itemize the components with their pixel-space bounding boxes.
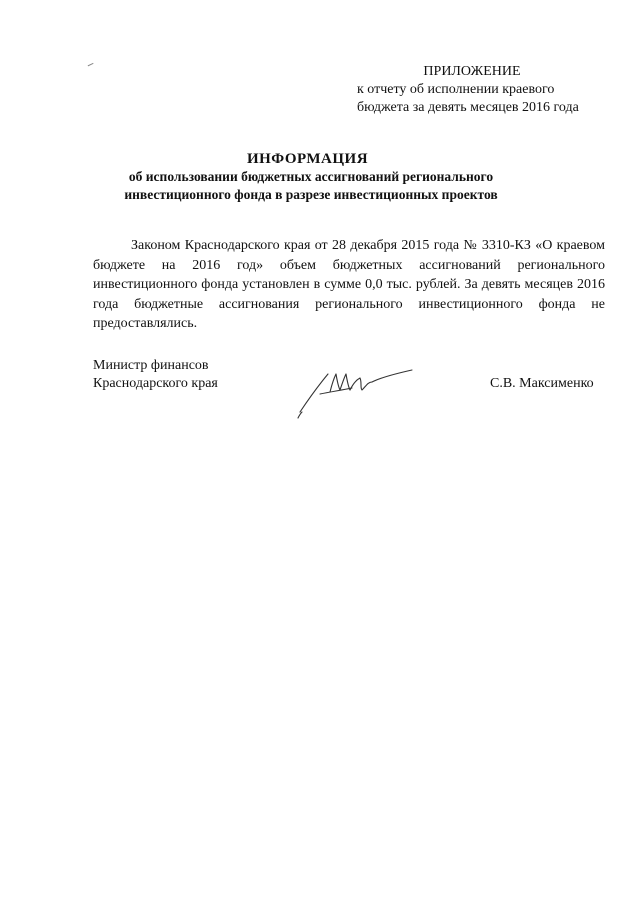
document-title: ИНФОРМАЦИЯ: [246, 151, 369, 167]
appendix-heading: ПРИЛОЖЕНИЕ: [423, 64, 521, 79]
appendix-line-2: бюджета за девять месяцев 2016 года: [357, 100, 579, 115]
handwritten-signature: [290, 362, 420, 422]
appendix-block: [357, 63, 617, 117]
signatory-position: [93, 357, 218, 393]
scan-mark: [88, 63, 95, 68]
title-block: [0, 150, 640, 204]
document-body: Законом Краснодарского края от 28 декабря 2015 года № 3310-КЗ «О краевом бюджете на 2016 год» объем бюджетных ассигнований регионального инвестиционного фонда установлен в сумме 0,0 тыс. рублей. За девять месяцев 2016 года бюджетные ассигнования регионального инвестиционного фонда не предоставлялись.: [93, 238, 605, 331]
signatory-position-line-1: Министр финансов: [93, 358, 209, 373]
signatory-position-line-2: Краснодарского края: [93, 376, 218, 391]
appendix-line-1: к отчету об исполнении краевого: [357, 82, 555, 97]
document-subtitle-line-1: об использовании бюджетных ассигнований регионального: [128, 169, 494, 184]
signatory-name: С.В. Максименко: [490, 376, 594, 391]
document-subtitle-line-2: инвестиционного фонда в разрезе инвестиционных проектов: [124, 187, 498, 202]
